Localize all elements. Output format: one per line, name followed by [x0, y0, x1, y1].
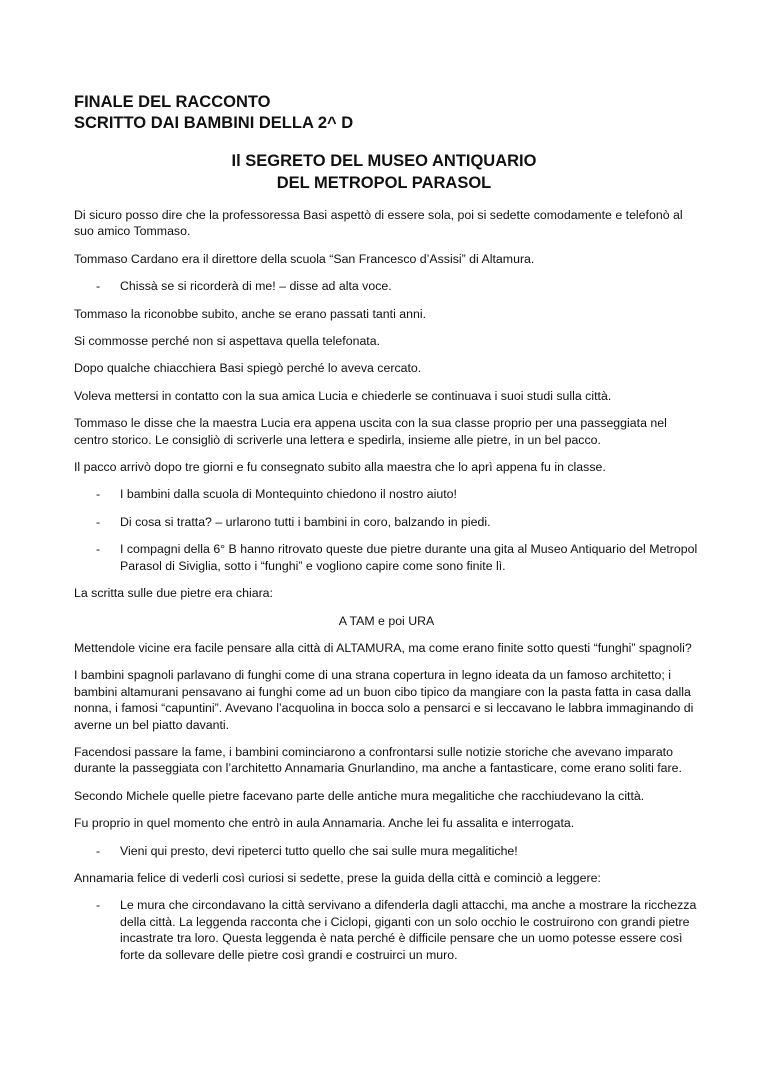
- story-body: [74, 207, 699, 974]
- paragraph: Fu proprio in quel momento che entrò in aula Annamaria. Anche lei fu assalita e interrogata.: [74, 816, 575, 831]
- paragraph: Tommaso Cardano era il direttore della scuola “San Francesco d’Assisi” di Altamura.: [74, 251, 535, 266]
- paragraph: Annamaria felice di vederli così curiosi si sedette, prese la guida della città e cominciò a leggere:: [74, 870, 601, 885]
- paragraph: Mettendole vicine era facile pensare alla città di ALTAMURA, ma come erano finite sotto questi “funghi” spagnoli?: [74, 640, 692, 655]
- paragraph: Tommaso le disse che la maestra Lucia era appena uscita con la sua classe proprio per una passeggiata nel centro storico. Le consigliò di scriverle una lettera e spedirla, insieme alle pietre, in un bel pacco.: [74, 416, 667, 447]
- dialogue-item: [74, 843, 699, 859]
- heading-line-2: SCRITTO DAI BAMBINI DELLA 2^ D: [74, 114, 354, 132]
- dash-bullet: -: [96, 898, 101, 913]
- dialogue-item: [74, 486, 699, 502]
- dialogue-item: [74, 278, 699, 294]
- dialogue-text: Di cosa si tratta? – urlarono tutti i bambini in coro, balzando in piedi.: [120, 514, 491, 529]
- story-title: [74, 150, 694, 194]
- document-heading: [74, 92, 353, 134]
- paragraph: Facendosi passare la fame, i bambini cominciarono a confrontarsi sulle notizie storiche che avevano imparato durante la passeggiata con l’architetto Annamaria Gnurlandino, ma anche a fantasticare, come erano soliti fare.: [74, 744, 682, 776]
- dash-bullet: -: [96, 843, 101, 858]
- dash-bullet: -: [96, 487, 101, 502]
- dialogue-text: Vieni qui presto, devi ripeterci tutto quello che sai sulle mura megalitiche!: [120, 843, 518, 858]
- dash-bullet: -: [96, 279, 101, 294]
- dash-bullet: -: [96, 542, 101, 557]
- title-line-2: DEL METROPOL PARASOL: [276, 174, 492, 192]
- paragraph: Il pacco arrivò dopo tre giorni e fu consegnato subito alla maestra che lo aprì appena fu in classe.: [74, 460, 606, 475]
- paragraph: Tommaso la riconobbe subito, anche se erano passati tanti anni.: [74, 306, 427, 321]
- dialogue-text: I compagni della 6° B hanno ritrovato queste due pietre durante una gita al Museo Antiquario del Metropol Parasol di Siviglia, sotto i “funghi” e vogliono capire come sono finite lì.: [120, 542, 698, 573]
- dialogue-text: I bambini dalla scuola di Montequinto chiedono il nostro aiuto!: [120, 487, 457, 502]
- title-line-1: Il SEGRETO DEL MUSEO ANTIQUARIO: [231, 152, 537, 170]
- dialogue-item: [74, 541, 699, 574]
- paragraph: La scritta sulle due pietre era chiara:: [74, 586, 273, 601]
- dialogue-item: [74, 514, 699, 530]
- paragraph: I bambini spagnoli parlavano di funghi come di una strana copertura in legno ideata da un famoso architetto; i bambini altamurani pensavano ai funghi come ad un buon cibo tipico da mangiare con la pasta fatta in casa dalla nonna, i famosi “capuntini”. Avevano l’acquolina in bocca solo a pensarci e si leccavano le labbra immaginando di averne un bel piatto davanti.: [74, 668, 694, 732]
- heading-line-1: FINALE DEL RACCONTO: [74, 93, 271, 111]
- paragraph: Dopo qualche chiacchiera Basi spiegò perché lo aveva cercato.: [74, 361, 422, 376]
- stone-inscription: A TAM e poi URA: [338, 613, 435, 628]
- paragraph: Secondo Michele quelle pietre facevano parte delle antiche mura megalitiche che racchiudevano la città.: [74, 788, 645, 803]
- paragraph: Di sicuro posso dire che la professoressa Basi aspettò di essere sola, poi si sedette comodamente e telefonò al suo amico Tommaso.: [74, 208, 683, 239]
- dialogue-text: Le mura che circondavano la città servivano a difenderla dagli attacchi, ma anche a mostrare la ricchezza della città. La leggenda racconta che i Ciclopi, giganti con un solo occhio le costruirono con grandi pietre incastrate tra loro. Questa leggenda è nata perché è difficile pensare che un uomo potesse essere così forte da sollevare delle pietre così grandi e costruirci un muro.: [120, 898, 697, 962]
- paragraph: Si commosse perché non si aspettava quella telefonata.: [74, 334, 381, 349]
- paragraph: Voleva mettersi in contatto con la sua amica Lucia e chiederle se continuava i suoi studi sulla città.: [74, 388, 612, 403]
- dialogue-text: Chissà se si ricorderà di me! – disse ad alta voce.: [120, 279, 392, 294]
- quoted-reading: [74, 897, 699, 963]
- dash-bullet: -: [96, 514, 101, 529]
